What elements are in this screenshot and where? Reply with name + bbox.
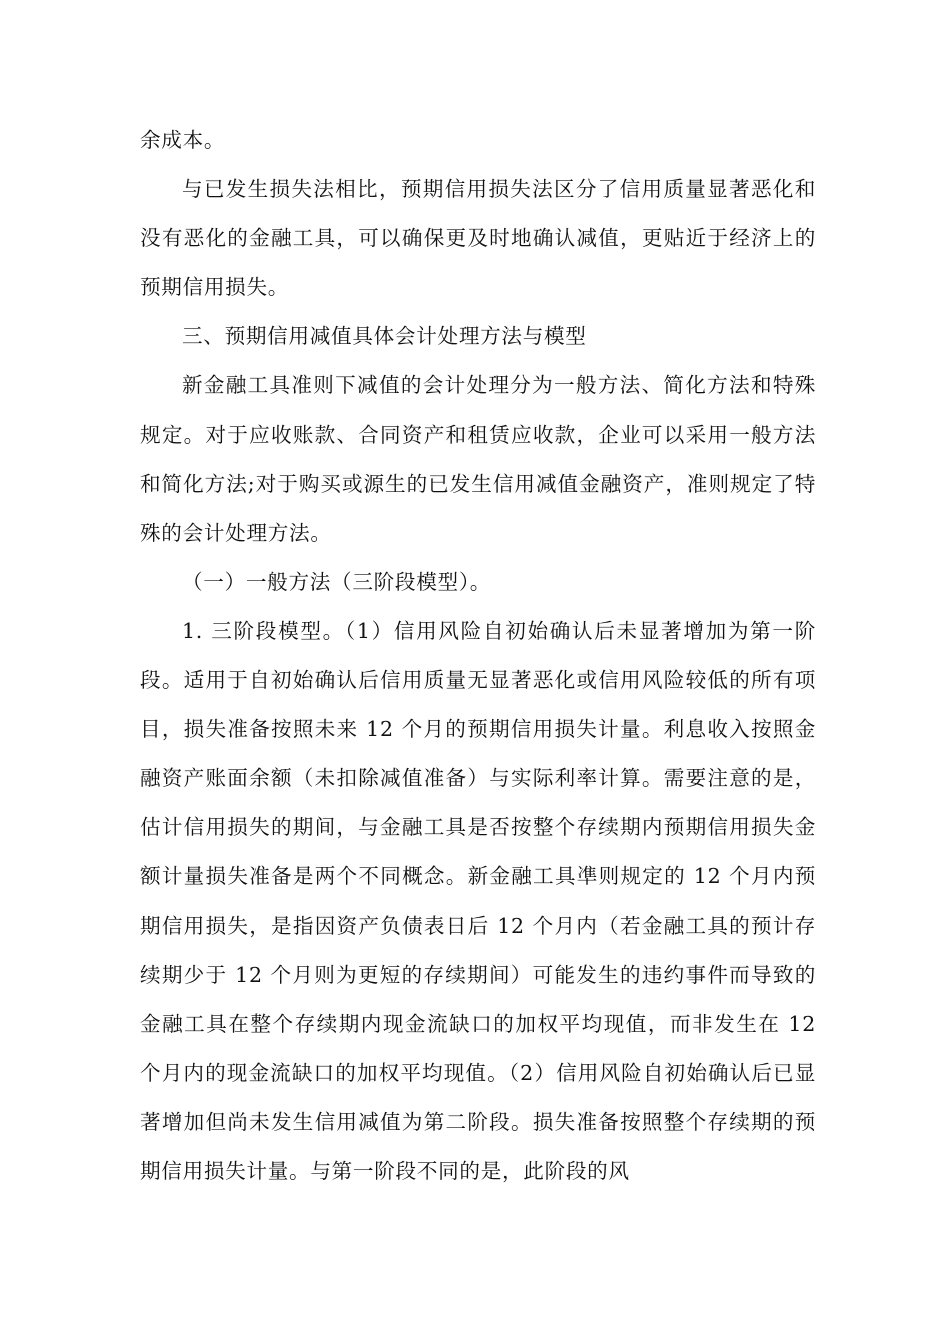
paragraph-methods-overview: 新金融工具准则下减值的会计处理分为一般方法、简化方法和特殊规定。对于应收账款、合同资产和租赁应收款，企业可以采用一般方法和简化方法;对于购买或源生的已发生信用减值金融资产，准则规定了特殊的会计处理方法。	[140, 373, 816, 545]
document-body	[140, 116, 816, 1196]
paragraph-comparison: 与已发生损失法相比，预期信用损失法区分了信用质量显著恶化和没有恶化的金融工具，可以确保更及时地确认减值，更贴近于经济上的预期信用损失。	[140, 177, 816, 300]
paragraph-continuation: 余成本。	[140, 128, 226, 152]
paragraph-three-stage-model: 1. 三阶段模型。（1）信用风险自初始确认后未显著增加为第一阶段。适用于自初始确认后信用质量无显著恶化或信用风险较低的所有项目，损失准备按照未来 12 个月的预期信用损失计量。利息收入按照金融资产账面余额（未扣除减值准备）与实际利率计算。需要注意的是，估计信用损失的期间，与金融工具是否按整个存续期内预期信用损失金额计量损失准备是两个不同概念。新金融工具凖则规定的 12 个月内预期信用损失，是指因资产负债表日后 12 个月内（若金融工具的预计存续期少于 12 个月则为更短的存续期间）可能发生的违约事件而导致的金融工具在整个存续期内现金流缺口的加权平均现值，而非发生在 12 个月内的现金流缺口的加权平均现值。（2）信用风险自初始确认后已显著增加但尚未发生信用减值为第二阶段。损失准备按照整个存续期的预期信用损失计量。与第一阶段不同的是，此阶段的风	[140, 618, 816, 1183]
subsection-heading-general-method: （一）一般方法（三阶段模型）。	[182, 569, 492, 594]
section-heading-accounting-methods: 三、预期信用减值具体会计处理方法与模型	[182, 324, 587, 349]
